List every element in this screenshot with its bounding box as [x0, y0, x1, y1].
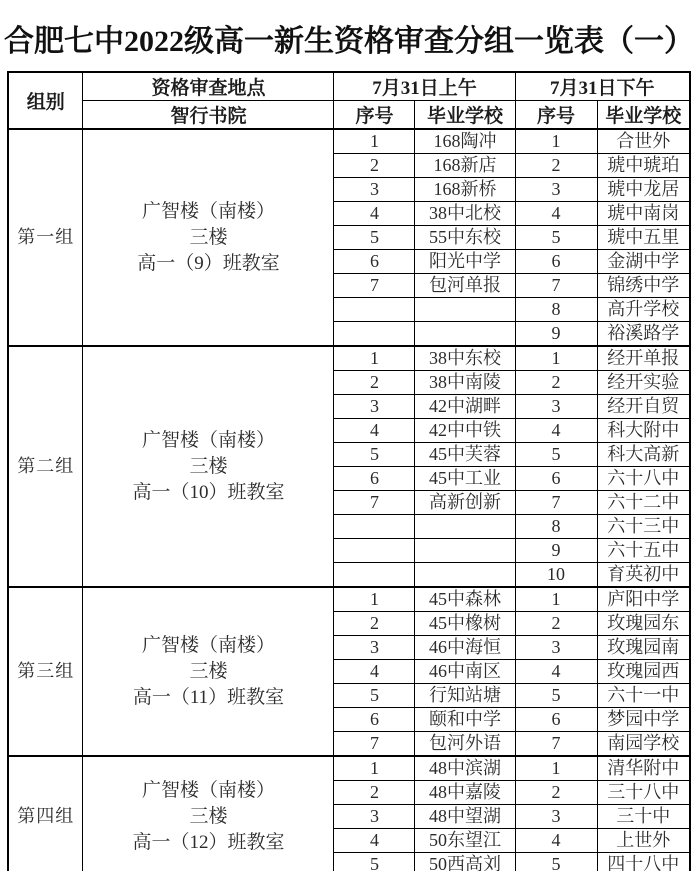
group-location-line: 广智楼（南楼）: [141, 200, 275, 222]
afternoon-seq-cell: 3: [515, 636, 597, 660]
afternoon-school-cell: 锦绣中学: [597, 274, 690, 298]
morning-school-cell: 168陶冲: [415, 129, 515, 154]
morning-seq-cell: 5: [334, 853, 415, 871]
afternoon-school-cell: 金湖中学: [597, 250, 690, 274]
afternoon-seq-cell: 1: [515, 346, 597, 371]
morning-school-cell: 38中北校: [415, 202, 515, 226]
group-location-line: 三楼: [189, 455, 228, 477]
column-header-morning: 7月31日上午: [334, 72, 515, 101]
morning-seq-cell: 4: [334, 660, 415, 684]
morning-school-cell: 48中滨湖: [415, 756, 515, 781]
afternoon-seq-cell: 10: [515, 563, 597, 588]
morning-school-cell: 42中湖畔: [415, 395, 515, 419]
column-header-morning-seq: 序号: [334, 101, 415, 130]
morning-seq-cell: 2: [334, 612, 415, 636]
afternoon-seq-cell: 4: [515, 829, 597, 853]
afternoon-seq-cell: 3: [515, 178, 597, 202]
group-location-line: 高一（9）班教室: [137, 252, 280, 274]
afternoon-school-cell: 上世外: [597, 829, 690, 853]
afternoon-school-cell: 琥中南岗: [597, 202, 690, 226]
group-location-line: 三楼: [189, 660, 228, 682]
afternoon-school-cell: 琥中五里: [597, 226, 690, 250]
morning-school-cell: 阳光中学: [415, 250, 515, 274]
group-location-line: 三楼: [189, 805, 228, 827]
group-location-line: 广智楼（南楼）: [141, 429, 275, 451]
afternoon-seq-cell: 5: [515, 226, 597, 250]
morning-seq-cell: 5: [334, 443, 415, 467]
afternoon-school-cell: 六十二中: [597, 491, 690, 515]
morning-school-cell: [415, 539, 515, 563]
morning-school-cell: [415, 298, 515, 322]
morning-seq-cell: [334, 298, 415, 322]
morning-seq-cell: 6: [334, 250, 415, 274]
morning-seq-cell: 2: [334, 154, 415, 178]
morning-school-cell: [415, 515, 515, 539]
table-row: [8, 756, 690, 781]
column-header-group: 组别: [8, 72, 83, 129]
afternoon-seq-cell: 7: [515, 491, 597, 515]
group-name: 第一组: [8, 129, 83, 346]
afternoon-school-cell: 经开实验: [597, 371, 690, 395]
afternoon-school-cell: 六十一中: [597, 684, 690, 708]
morning-school-cell: 45中橡树: [415, 612, 515, 636]
header-row-2: [8, 101, 690, 130]
morning-seq-cell: 7: [334, 491, 415, 515]
morning-school-cell: 55中东校: [415, 226, 515, 250]
afternoon-seq-cell: 9: [515, 322, 597, 347]
afternoon-seq-cell: 7: [515, 732, 597, 757]
morning-school-cell: 45中芙蓉: [415, 443, 515, 467]
afternoon-school-cell: 庐阳中学: [597, 587, 690, 612]
morning-school-cell: 38中南陵: [415, 371, 515, 395]
group-location-line: 高一（11）班教室: [132, 686, 285, 708]
morning-school-cell: [415, 322, 515, 347]
morning-school-cell: 颐和中学: [415, 708, 515, 732]
afternoon-school-cell: 南园学校: [597, 732, 690, 757]
morning-school-cell: 包河外语: [415, 732, 515, 757]
group-location: [83, 346, 334, 587]
afternoon-seq-cell: 3: [515, 395, 597, 419]
morning-school-cell: 45中森林: [415, 587, 515, 612]
column-header-afternoon-school: 毕业学校: [597, 101, 690, 130]
morning-seq-cell: 2: [334, 781, 415, 805]
afternoon-seq-cell: 8: [515, 515, 597, 539]
afternoon-seq-cell: 8: [515, 298, 597, 322]
morning-seq-cell: [334, 515, 415, 539]
afternoon-school-cell: 玫瑰园南: [597, 636, 690, 660]
morning-school-cell: 行知站塘: [415, 684, 515, 708]
group-location-line: 高一（10）班教室: [132, 481, 285, 503]
afternoon-seq-cell: 2: [515, 612, 597, 636]
afternoon-school-cell: 琥中琥珀: [597, 154, 690, 178]
afternoon-school-cell: 四十八中: [597, 853, 690, 871]
afternoon-school-cell: 经开自贸: [597, 395, 690, 419]
afternoon-seq-cell: 7: [515, 274, 597, 298]
afternoon-seq-cell: 2: [515, 781, 597, 805]
morning-school-cell: 168新店: [415, 154, 515, 178]
morning-seq-cell: 1: [334, 129, 415, 154]
morning-school-cell: 50东望江: [415, 829, 515, 853]
column-header-afternoon-seq: 序号: [515, 101, 597, 130]
column-header-location-title: 资格审查地点: [83, 72, 334, 101]
group-name: 第三组: [8, 587, 83, 756]
morning-seq-cell: [334, 563, 415, 588]
afternoon-seq-cell: 3: [515, 805, 597, 829]
morning-seq-cell: 4: [334, 419, 415, 443]
morning-seq-cell: 5: [334, 226, 415, 250]
table-row: [8, 346, 690, 371]
group-location-line: 三楼: [189, 226, 228, 248]
morning-seq-cell: [334, 539, 415, 563]
afternoon-school-cell: 清华附中: [597, 756, 690, 781]
afternoon-school-cell: 六十三中: [597, 515, 690, 539]
morning-school-cell: 46中海恒: [415, 636, 515, 660]
group-location-line: 高一（12）班教室: [132, 831, 285, 853]
afternoon-school-cell: 琥中龙居: [597, 178, 690, 202]
afternoon-seq-cell: 6: [515, 467, 597, 491]
group-location-line: 广智楼（南楼）: [141, 779, 275, 801]
afternoon-seq-cell: 5: [515, 443, 597, 467]
morning-seq-cell: 1: [334, 756, 415, 781]
morning-seq-cell: 1: [334, 587, 415, 612]
afternoon-school-cell: 玫瑰园西: [597, 660, 690, 684]
group-name: 第四组: [8, 756, 83, 871]
afternoon-school-cell: 育英初中: [597, 563, 690, 588]
morning-school-cell: 包河单报: [415, 274, 515, 298]
afternoon-seq-cell: 4: [515, 419, 597, 443]
morning-seq-cell: 6: [334, 708, 415, 732]
afternoon-school-cell: 科大高新: [597, 443, 690, 467]
morning-seq-cell: 2: [334, 371, 415, 395]
afternoon-school-cell: 经开单报: [597, 346, 690, 371]
afternoon-seq-cell: 1: [515, 587, 597, 612]
morning-school-cell: 50西高刘: [415, 853, 515, 871]
column-header-afternoon: 7月31日下午: [515, 72, 690, 101]
morning-school-cell: 46中南区: [415, 660, 515, 684]
afternoon-seq-cell: 6: [515, 250, 597, 274]
column-header-morning-school: 毕业学校: [415, 101, 515, 130]
table-header: [8, 72, 690, 129]
morning-seq-cell: 1: [334, 346, 415, 371]
afternoon-seq-cell: 1: [515, 129, 597, 154]
group-location: [83, 129, 334, 346]
morning-seq-cell: 7: [334, 732, 415, 757]
afternoon-seq-cell: 4: [515, 660, 597, 684]
morning-school-cell: 高新创新: [415, 491, 515, 515]
table-row: [8, 129, 690, 154]
morning-seq-cell: 3: [334, 805, 415, 829]
group-location: [83, 587, 334, 756]
afternoon-seq-cell: 5: [515, 684, 597, 708]
header-row-1: [8, 72, 690, 101]
afternoon-seq-cell: 9: [515, 539, 597, 563]
morning-seq-cell: 7: [334, 274, 415, 298]
group-name: 第二组: [8, 346, 83, 587]
morning-seq-cell: 4: [334, 202, 415, 226]
afternoon-school-cell: 六十八中: [597, 467, 690, 491]
morning-seq-cell: 5: [334, 684, 415, 708]
afternoon-seq-cell: 1: [515, 756, 597, 781]
morning-seq-cell: 3: [334, 395, 415, 419]
morning-seq-cell: 3: [334, 178, 415, 202]
morning-school-cell: 48中望湖: [415, 805, 515, 829]
morning-school-cell: 48中嘉陵: [415, 781, 515, 805]
morning-school-cell: 38中东校: [415, 346, 515, 371]
table-body: [8, 129, 690, 871]
afternoon-school-cell: 合世外: [597, 129, 690, 154]
afternoon-seq-cell: 2: [515, 371, 597, 395]
morning-seq-cell: 3: [334, 636, 415, 660]
afternoon-seq-cell: 6: [515, 708, 597, 732]
afternoon-school-cell: 梦园中学: [597, 708, 690, 732]
morning-school-cell: 168新桥: [415, 178, 515, 202]
afternoon-school-cell: 玫瑰园东: [597, 612, 690, 636]
afternoon-seq-cell: 5: [515, 853, 597, 871]
morning-seq-cell: 4: [334, 829, 415, 853]
afternoon-seq-cell: 4: [515, 202, 597, 226]
afternoon-school-cell: 三十中: [597, 805, 690, 829]
morning-school-cell: 45中工业: [415, 467, 515, 491]
review-group-table: [7, 71, 691, 871]
table-row: [8, 587, 690, 612]
page-title: 合肥七中2022级高一新生资格审查分组一览表（一）: [4, 25, 694, 58]
morning-seq-cell: [334, 322, 415, 347]
group-location: [83, 756, 334, 871]
afternoon-school-cell: 裕溪路学: [597, 322, 690, 347]
column-header-location-subtitle: 智行书院: [83, 101, 334, 130]
morning-school-cell: 42中中铁: [415, 419, 515, 443]
afternoon-school-cell: 三十八中: [597, 781, 690, 805]
afternoon-school-cell: 高升学校: [597, 298, 690, 322]
afternoon-seq-cell: 2: [515, 154, 597, 178]
group-location-line: 广智楼（南楼）: [141, 634, 275, 656]
morning-seq-cell: 6: [334, 467, 415, 491]
afternoon-school-cell: 科大附中: [597, 419, 690, 443]
afternoon-school-cell: 六十五中: [597, 539, 690, 563]
morning-school-cell: [415, 563, 515, 588]
